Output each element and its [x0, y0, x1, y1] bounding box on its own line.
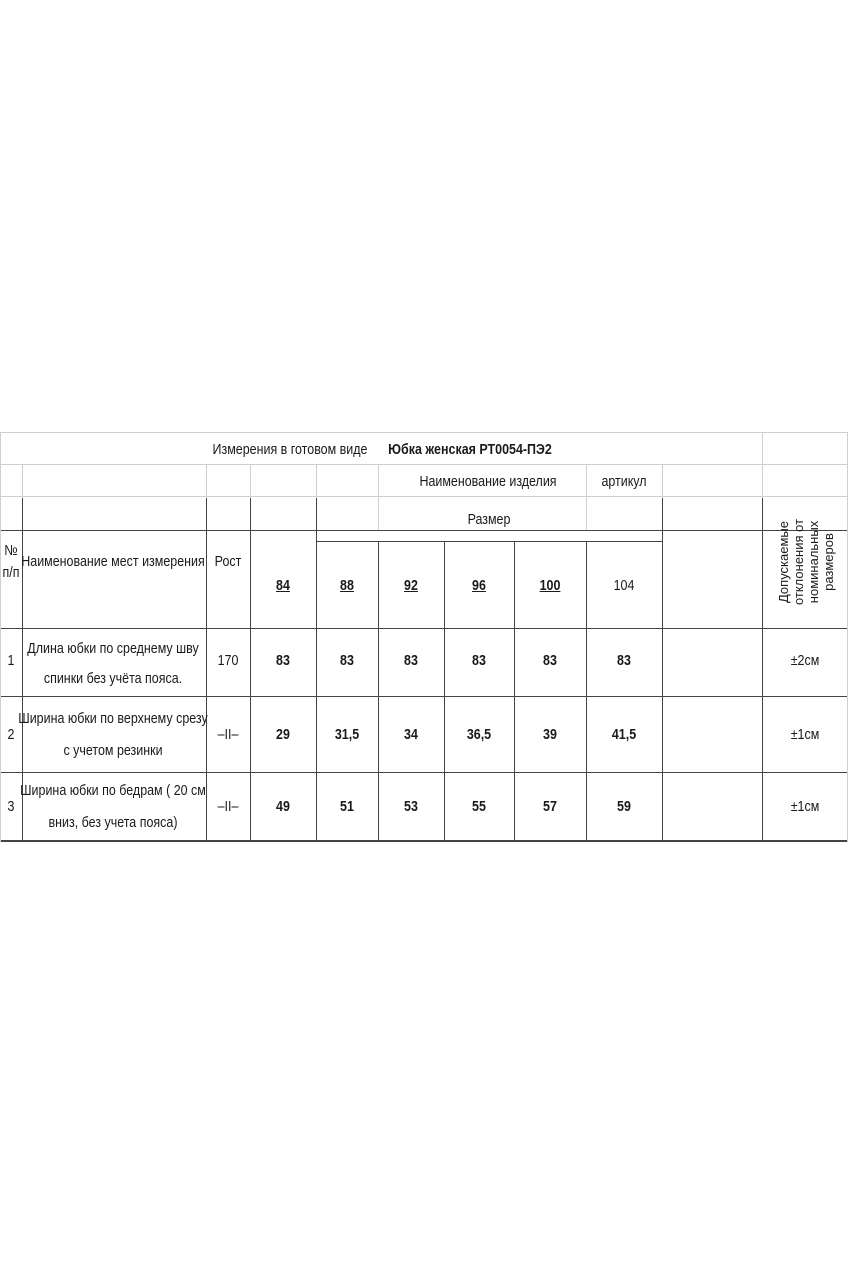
grid-line [0, 464, 848, 465]
size-96: 96 [472, 578, 486, 594]
row-2-name-line1: Ширина юбки по верхнему срезу [18, 711, 208, 727]
grid-line [316, 498, 317, 841]
row-1-number: 1 [7, 653, 15, 669]
row-2-number: 2 [7, 727, 15, 743]
grid-line [316, 541, 662, 542]
row-3-value-88: 51 [340, 799, 354, 815]
row-1-value-100: 83 [543, 653, 557, 669]
row-1-height: 170 [217, 653, 239, 669]
row-1-tolerance: ±2см [790, 653, 820, 669]
size-88: 88 [340, 578, 354, 594]
grid-line [0, 840, 848, 842]
row-2-value-88: 31,5 [334, 727, 360, 743]
grid-line [206, 498, 207, 841]
row-3-height: –ІІ– [217, 799, 239, 815]
row-3-value-104: 59 [617, 799, 631, 815]
row-3-value-92: 53 [404, 799, 418, 815]
tolerance-header-text: Допускаемые отклонения от номинальных размеров [776, 518, 836, 606]
grid-line [0, 772, 848, 773]
row-3-tolerance: ±1см [790, 799, 820, 815]
grid-line [762, 498, 763, 841]
row-1-value-92: 83 [404, 653, 418, 669]
grid-line [0, 432, 1, 842]
size-92: 92 [404, 578, 418, 594]
grid-line [378, 541, 379, 841]
grid-line [0, 628, 848, 629]
row-1-value-88: 83 [340, 653, 354, 669]
size-84: 84 [276, 578, 290, 594]
row-2-value-96: 36,5 [466, 727, 492, 743]
row-1-value-96: 83 [472, 653, 486, 669]
row-2-tolerance: ±1см [790, 727, 820, 743]
row-2-value-84: 29 [276, 727, 290, 743]
row-2-value-92: 34 [404, 727, 418, 743]
row-3-name-line1: Ширина юбки по бедрам ( 20 см [20, 783, 206, 799]
row-3-value-96: 55 [472, 799, 486, 815]
column-tolerance [764, 502, 848, 622]
title-prefix: Измерения в готовом виде [212, 442, 368, 458]
row-1-value-104: 83 [617, 653, 631, 669]
row-3-name-line2: вниз, без учета пояса) [48, 815, 178, 831]
row-2-height: –ІІ– [217, 727, 239, 743]
column-measure-name: Наименование мест измерения [21, 554, 205, 570]
grid-line [0, 696, 848, 697]
row-3-value-100: 57 [543, 799, 557, 815]
row-1-name-line1: Длина юбки по среднему шву [27, 641, 199, 657]
size-100: 100 [539, 578, 561, 594]
row-3-value-84: 49 [276, 799, 290, 815]
grid-line [514, 541, 515, 841]
grid-line [250, 498, 251, 841]
product-name-label: Наименование изделия [419, 474, 557, 490]
row-1-name-line2: спинки без учёта пояса. [43, 671, 183, 687]
article-label: артикул [601, 474, 647, 490]
size-104: 104 [613, 578, 635, 594]
row-2-value-104: 41,5 [611, 727, 637, 743]
row-2-name-line2: с учетом резинки [63, 743, 163, 759]
grid-line [0, 496, 848, 497]
row-1-value-84: 83 [276, 653, 290, 669]
row-3-number: 3 [7, 799, 15, 815]
grid-line [444, 541, 445, 841]
product-title: Юбка женская РТ0054-ПЭ2 [388, 442, 552, 458]
column-size-group: Размер [467, 512, 511, 528]
row-2-value-100: 39 [543, 727, 557, 743]
grid-line [0, 432, 848, 433]
grid-line [586, 541, 587, 841]
column-height: Рост [214, 554, 242, 570]
column-number: № п/п [2, 543, 20, 581]
grid-line [662, 498, 663, 841]
